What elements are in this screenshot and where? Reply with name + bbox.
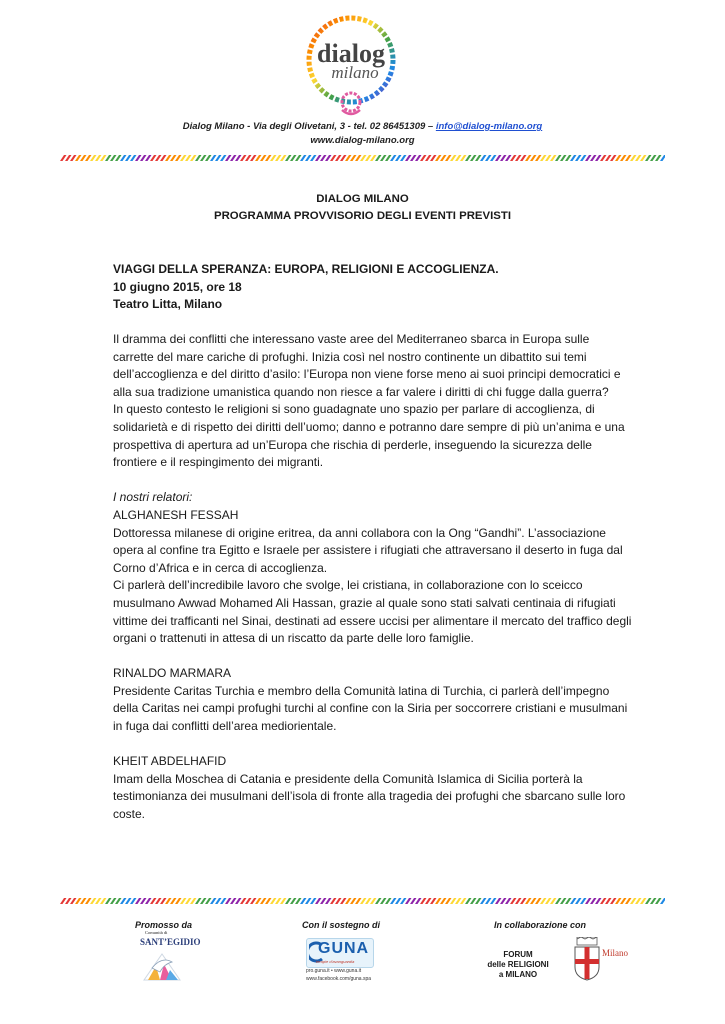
header-website: www.dialog-milano.org — [310, 135, 415, 146]
header-address: Dialog Milano - Via degli Olivetani, 3 - tel. 02 86451309 – — [182, 121, 434, 132]
event-venue: Teatro Litta, Milano — [113, 297, 223, 312]
speaker-bio: Ci parlerà dell’incredibile lavoro che svolge, lei cristiana, in collaborazione con lo sceicco musulmano Awwad Mohamed Ali Hassan, grazie al quale sono stati salvati centinaia di rifugiati vittime dei trafficanti nel Sinai, destinati ad essere uccisi per alimentare il mercato del traffico degli organi o trattenuti in attesa di un riscatto da parte delle loro famiglie. — [113, 578, 632, 646]
forum-line: a MILANO — [498, 970, 538, 979]
footer-promoted-label: Promosso da — [135, 920, 193, 930]
main-body — [113, 331, 633, 824]
rainbow-rope-divider-bottom — [60, 898, 665, 904]
guna-social: www.facebook.com/guna.spa — [306, 976, 372, 982]
speakers-label: I nostri relatori: — [113, 490, 193, 505]
speaker-bio: Presidente Caritas Turchia e membro della Comunità latina di Turchia, ci parlerà dell’impegno della Caritas nei campi profughi turchi al confine con la Siria per soccorrere cristiani e musulmani in fuga dai conflitti dell’area mediorientale. — [113, 683, 628, 734]
speaker-bio: Imam della Moschea di Catania e presidente della Comunità Islamica di Sicilia porterà la testimonianza dei musulmani dell’isola di fronte alla tragedia dei profughi che sbarcano sulle loro coste. — [113, 771, 626, 822]
santegidio-small-text: Comunità di — [145, 930, 168, 935]
document-title: DIALOG MILANO — [316, 193, 409, 205]
milano-crest-icon — [573, 937, 601, 981]
speaker-name: ALGHANESH FESSAH — [113, 507, 239, 522]
forum-line: FORUM — [503, 950, 533, 959]
rainbow-rope-divider-top — [60, 155, 665, 161]
santegidio-logo-text: SANT’EGIDIO — [140, 937, 201, 947]
logo-text-dialog: dialog — [317, 39, 385, 68]
forum-religioni-logo — [478, 950, 558, 980]
event-date: 10 giugno 2015, ore 18 — [113, 279, 242, 294]
guna-website: pro.guna.it • www.guna.it — [306, 968, 362, 974]
speaker-name: KHEIT ABDELHAFID — [113, 754, 227, 769]
dialog-milano-logo — [295, 10, 407, 122]
milano-crest-label: Milano — [602, 948, 628, 958]
header-email-link[interactable]: info@dialog-milano.org — [435, 121, 543, 132]
header-contact-line — [0, 121, 725, 132]
logo-text-milano: milano — [331, 63, 379, 82]
document-subtitle: PROGRAMMA PROVVISORIO DEGLI EVENTI PREVISTI — [213, 210, 512, 222]
speaker-bio: Dottoressa milanese di origine eritrea, da anni collabora con la Ong “Gandhi”. L’associazione opera al confine tra Egitto e Israele per assistere i rifugiati che attraversano il deserto in fuga dal Corno d’Africa e in cerca di accoglienza. — [113, 525, 623, 575]
speaker-name: RINALDO MARMARA — [113, 666, 232, 681]
event-info — [113, 261, 633, 314]
intro-paragraph: In questo contesto le religioni si sono guadagnate uno spazio per parlare di accoglienza, di solidarietà e di rispetto dei diritti dell’uomo; danno e potranno dare sempre di più un’anima e una prospettiva di apertura ad un’Europa che rischia di perderle, inseguendo la sicurezza delle frontiere e il respingimento dei migranti. — [113, 402, 625, 470]
footer-collab-label: In collaborazione con — [494, 920, 587, 930]
footer-support-label: Con il sostegno di — [302, 920, 380, 930]
guna-logo-text: GUNA — [318, 940, 370, 957]
forum-line: delle RELIGIONI — [487, 960, 549, 969]
santegidio-dove-icon — [140, 950, 184, 984]
intro-paragraph: Il dramma dei conflitti che interessano vaste aree del Mediterraneo sbarca in Europa sulle carrette del mare cariche di profughi. Inizia così nel nostro continente un dibattito sui temi dell’accoglienza e del diritto d’asilo: l’Europa non viene forse meno ai suoi principi democratici e alla sua tradizione umanistica quando non riesce a far valere i diritti di chi fugge dalla guerra? — [113, 332, 621, 399]
guna-tagline: terapie d'avanguardia — [316, 959, 355, 964]
event-name: VIAGGI DELLA SPERANZA: EUROPA, RELIGIONI E ACCOGLIENZA. — [113, 262, 499, 276]
